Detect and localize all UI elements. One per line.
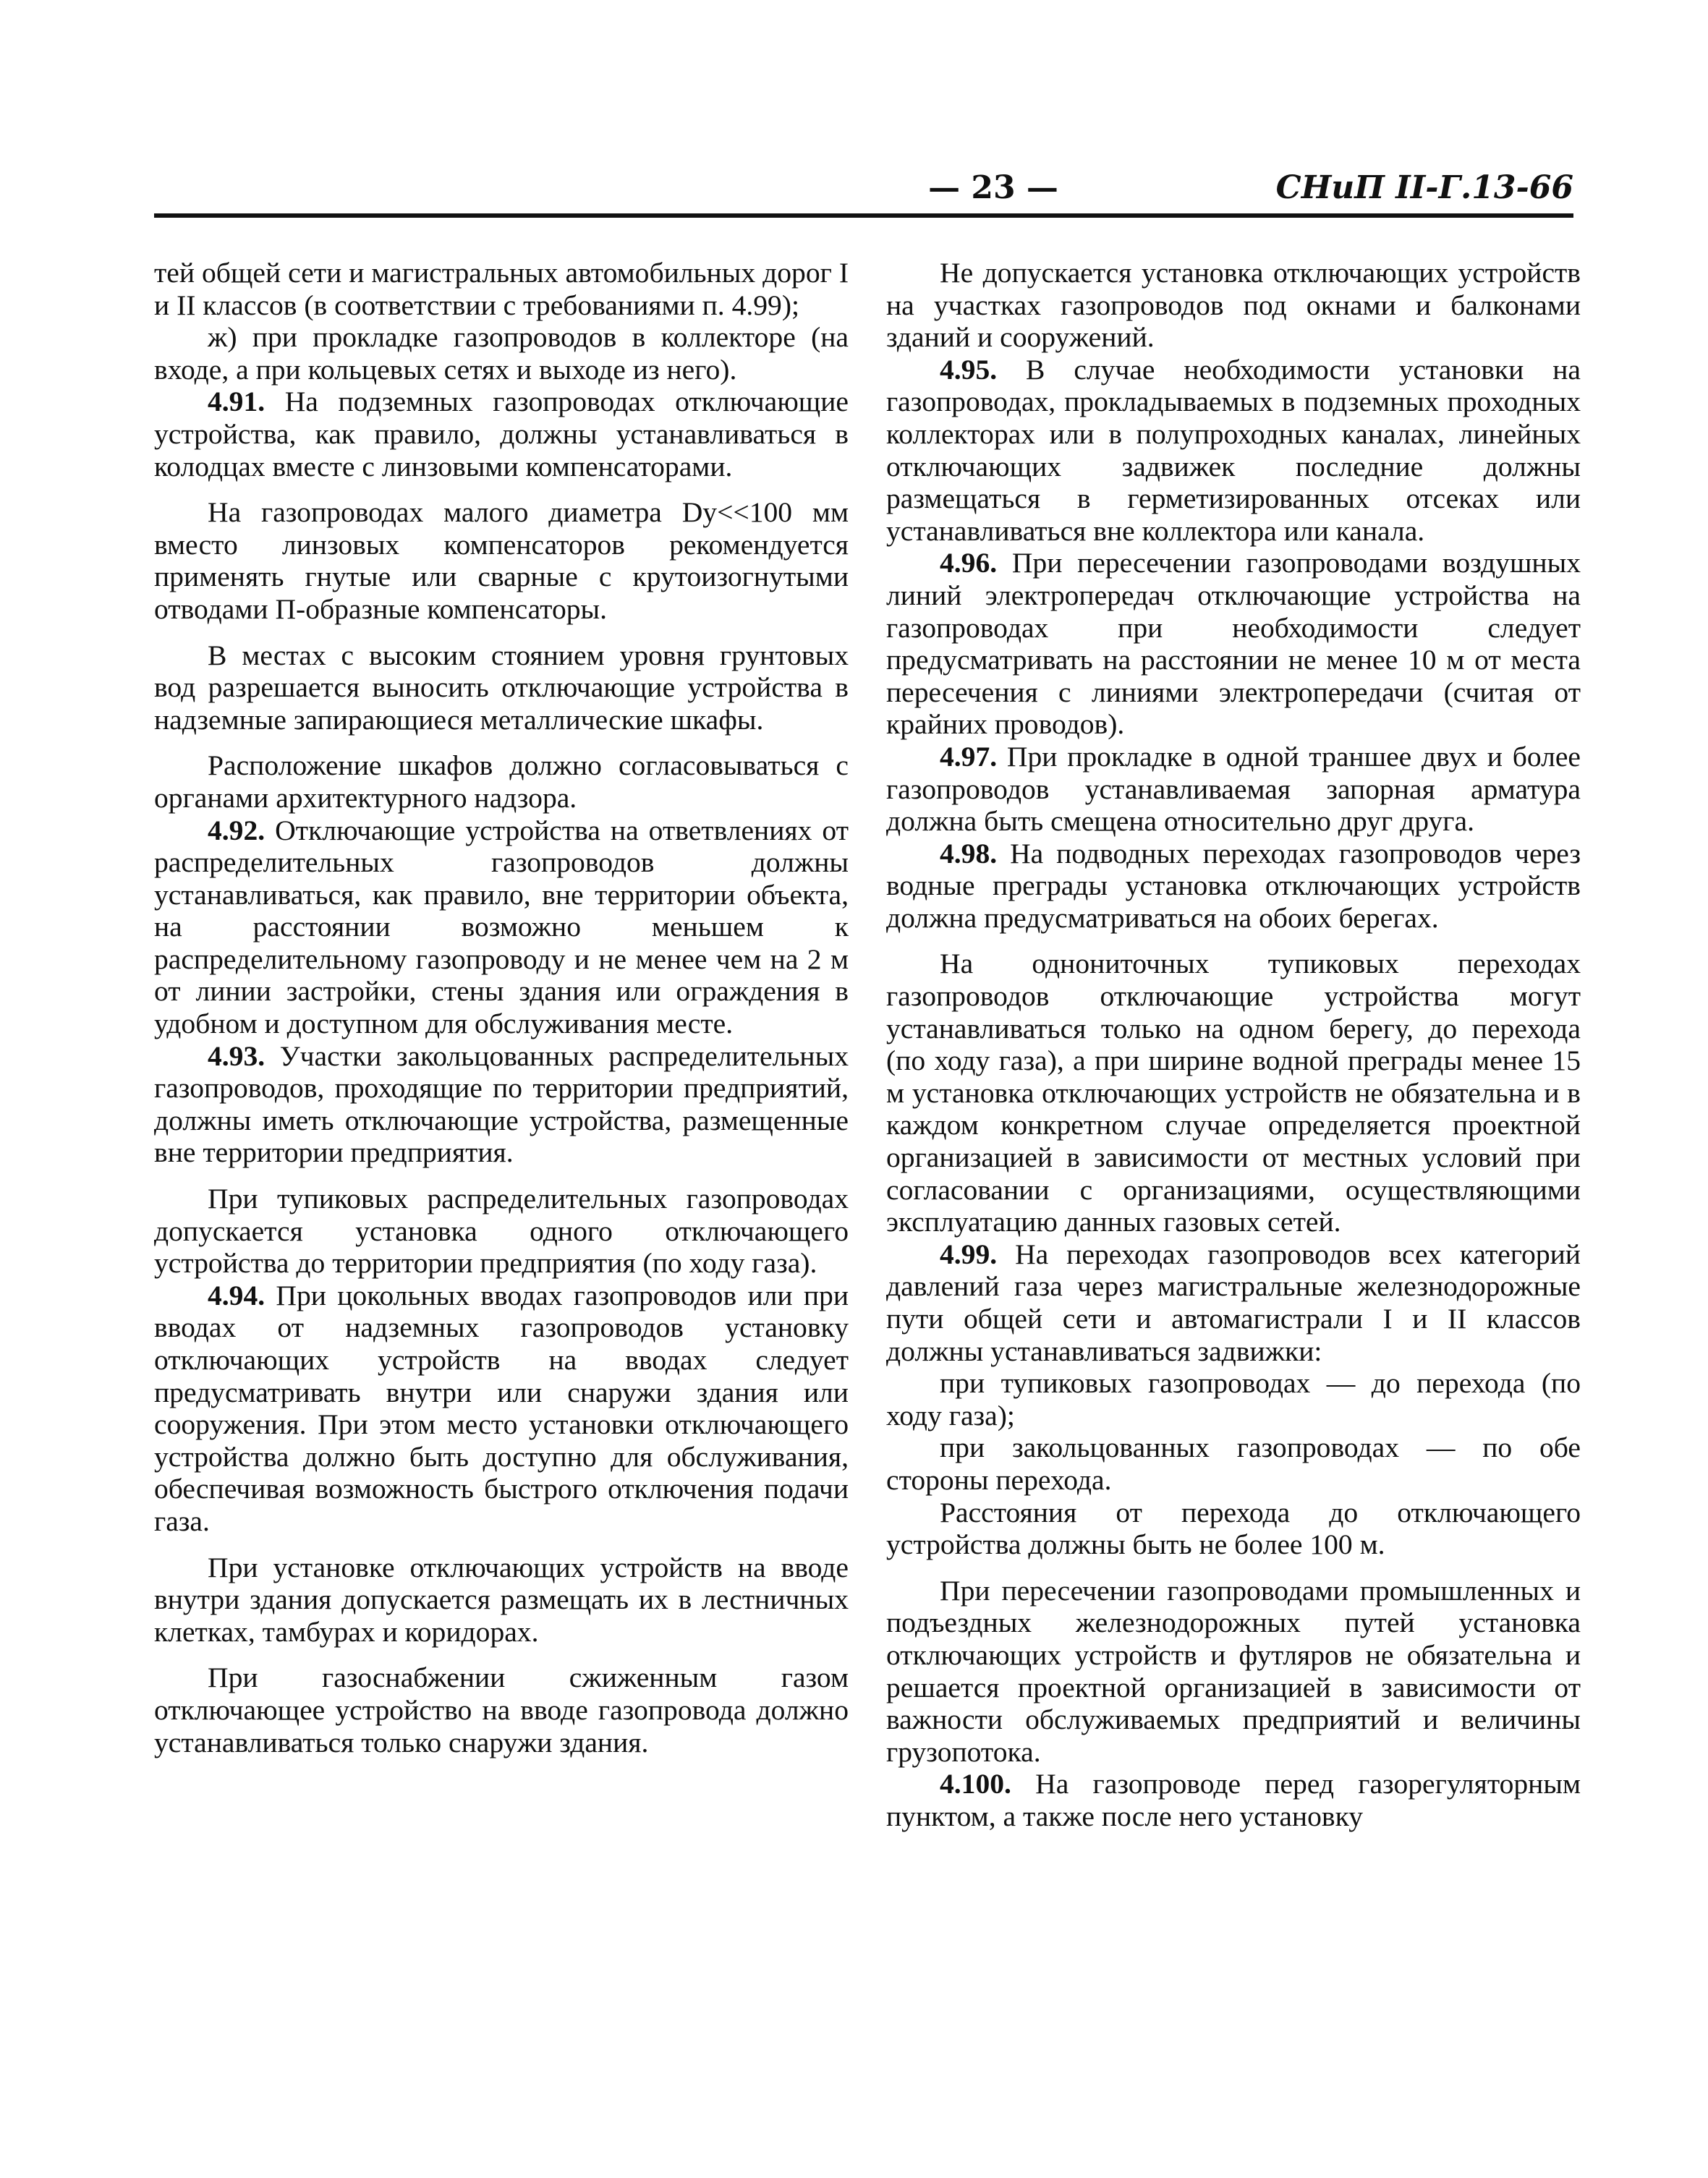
section-number: 4.97.: [940, 740, 998, 773]
section-number: 4.94.: [208, 1279, 265, 1311]
section-number: 4.93.: [208, 1039, 265, 1072]
right-column: [886, 257, 1581, 1833]
section-paragraph: 4.91. На подземных газопроводах отключающие устройства, как правило, должны устанавливаться в колодцах вместе с линзовыми компенсаторами.: [154, 386, 849, 482]
paragraph: при закольцованных газопроводах — по обе стороны перехода.: [886, 1432, 1581, 1496]
paragraph: На газопроводах малого диаметра Dу<<100 мм вместо линзовых компенсаторов рекомендуется применять гнутые или сварные с крутоизогнутыми отводами П-образные компенсаторы.: [154, 496, 849, 625]
paragraph: Расстояния от перехода до отключающего устройства должны быть не более 100 м.: [886, 1496, 1581, 1561]
paragraph: Не допускается установка отключающих устройств на участках газопроводов под окнами и балконами зданий и сооружений.: [886, 257, 1581, 354]
paragraph: при тупиковых газопроводах — до перехода (по ходу газа);: [886, 1367, 1581, 1432]
section-number: 4.99.: [940, 1238, 998, 1270]
page-header: [154, 166, 1573, 217]
left-column: [154, 257, 849, 1758]
section-number: 4.98.: [940, 837, 998, 869]
paragraph: ж) при прокладке газопроводов в коллекторе (на входе, а при кольцевых сетях и выходе из него).: [154, 321, 849, 386]
section-paragraph: 4.92. Отключающие устройства на ответвлениях от распределительных газопроводов должны устанавливаться, как правило, вне территории объекта, на расстоянии возможно меньшем к распределительному газопроводу и не менее чем на 2 м от линии застройки, стены здания или ограждения в удобном и доступном для обслуживания месте.: [154, 814, 849, 1040]
section-paragraph: 4.96. При пересечении газопроводами воздушных линий электропередач отключающие устройства на газопроводах при необходимости следует предусматривать на расстоянии не менее 10 м от места пересечения с линиями электропередачи (считая от крайних проводов).: [886, 547, 1581, 741]
header-rule: [154, 213, 1573, 218]
document-code: СНиП II-Г.13-66: [1275, 169, 1573, 206]
paragraph: Расположение шкафов должно согласовываться с органами архитектурного надзора.: [154, 749, 849, 814]
section-paragraph: 4.100. На газопроводе перед газорегуляторным пунктом, а также после него установку: [886, 1768, 1581, 1832]
paragraph: тей общей сети и магистральных автомобильных дорог I и II классов (в соответствии с требованиями п. 4.99);: [154, 257, 849, 321]
section-paragraph: 4.93. Участки закольцованных распределительных газопроводов, проходящие по территории предприятий, должны иметь отключающие устройства, размещенные вне территории предприятия.: [154, 1039, 849, 1169]
section-number: 4.95.: [940, 353, 998, 386]
section-paragraph: 4.94. При цокольных вводах газопроводов или при вводах от надземных газопроводов установку отключающих устройств на вводах следует предусматривать внутри или снаружи здания или сооружения. При этом место установки отключающего устройства должно быть доступно для обслуживания, обеспечивая возможность быстрого отключения подачи газа.: [154, 1279, 849, 1537]
section-paragraph: 4.95. В случае необходимости установки на газопроводах, прокладываемых в подземных проходных коллекторах или в полупроходных каналах, линейных отключающих задвижек последние должны размещаться в герметизированных отсеках или устанавливаться вне коллектора или канала.: [886, 353, 1581, 547]
section-number: 4.96.: [940, 547, 998, 579]
paragraph: В местах с высоким стоянием уровня грунтовых вод разрешается выносить отключающие устройства в надземные запирающиеся металлические шкафы.: [154, 639, 849, 736]
paragraph: При газоснабжении сжиженным газом отключающее устройство на вводе газопровода должно устанавливаться только снаружи здания.: [154, 1662, 849, 1758]
section-number: 4.100.: [940, 1768, 1011, 1800]
paragraph: При тупиковых распределительных газопроводах допускается установка одного отключающего устройства до территории предприятия (по ходу газа).: [154, 1183, 849, 1280]
page-number: — 23 —: [928, 169, 1058, 206]
section-paragraph: 4.99. На переходах газопроводов всех категорий давлений газа через магистральные железнодорожные пути общей сети и автомагистрали I и II классов должны устанавливаться задвижки:: [886, 1238, 1581, 1367]
section-paragraph: 4.97. При прокладке в одной траншее двух и более газопроводов устанавливаемая запорная арматура должна быть смещена относительно друг друга.: [886, 740, 1581, 838]
paragraph: При пересечении газопроводами промышленных и подъездных железнодорожных путей установка отключающих устройств и футляров не обязательна и решается проектной организацией в зависимости от важности обслуживаемых предприятий и величины грузопотока.: [886, 1574, 1581, 1768]
section-number: 4.92.: [208, 814, 265, 846]
paragraph: На однониточных тупиковых переходах газопроводов отключающие устройства могут устанавливаться только на одном берегу, до перехода (по ходу газа), а при ширине водной преграды менее 15 м установка отключающих устройств не обязательна и в каждом конкретном случае определяется проектной организацией в зависимости от местных условий при согласовании с организациями, осуществляющими эксплуатацию данных газовых сетей.: [886, 948, 1581, 1238]
paragraph: При установке отключающих устройств на вводе внутри здания допускается размещать их в лестничных клетках, тамбурах и коридорах.: [154, 1551, 849, 1648]
section-number: 4.91.: [208, 386, 265, 418]
section-paragraph: 4.98. На подводных переходах газопроводов через водные преграды установка отключающих устройств должна предусматриваться на обоих берегах.: [886, 837, 1581, 934]
